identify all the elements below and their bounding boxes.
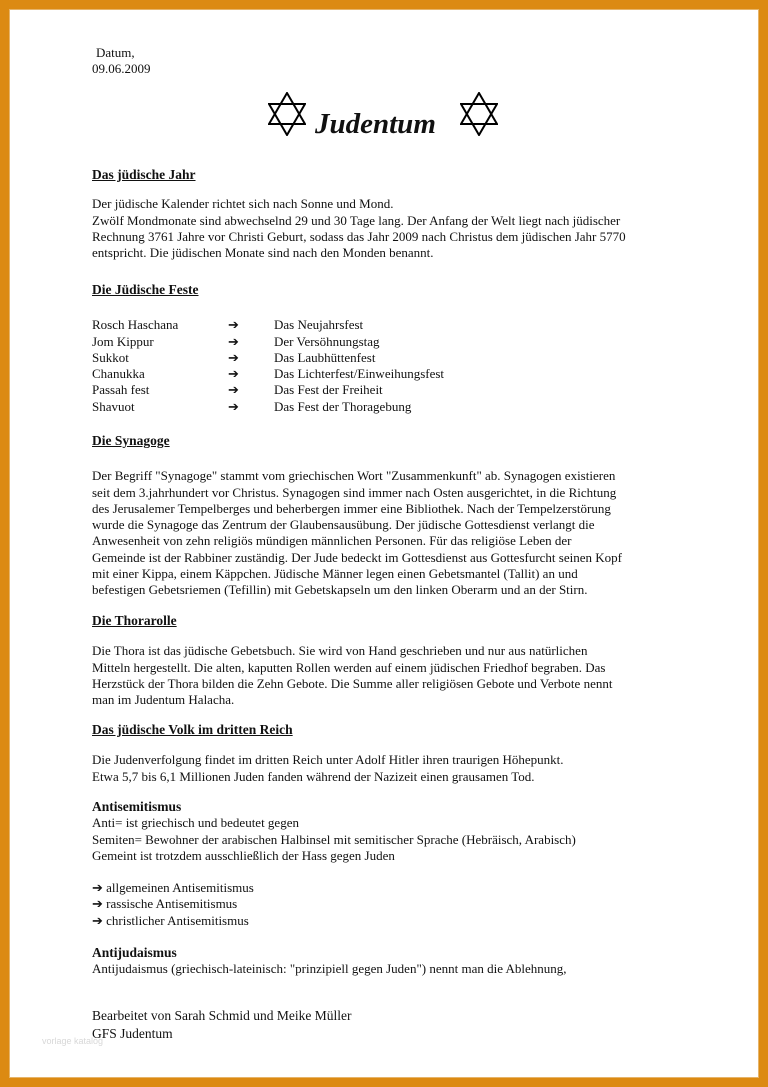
paragraph-line: Die Judenverfolgung findet im dritten Reich unter Adolf Hitler ihren traurigen Höhepunkt.: [92, 752, 564, 768]
paragraph-line: entspricht. Die jüdischen Monate sind nach den Monden benannt.: [92, 245, 434, 261]
fest-row: [92, 366, 692, 382]
bullet-text: rassische Antisemitismus: [106, 896, 238, 912]
fest-name: Shavuot: [92, 398, 135, 414]
paragraph-line: seit dem 3.jahrhundert vor Christus. Synagogen sind immer nach Osten ausgerichtet, in die Richtung: [92, 484, 617, 500]
paragraph-line: Der jüdische Kalender richtet sich nach Sonne und Mond.: [92, 196, 394, 212]
watermark: vorlage katalog: [42, 1036, 104, 1046]
fest-name: Chanukka: [92, 366, 145, 382]
section-heading: Die Thorarolle: [92, 613, 177, 628]
paragraph-line: Semiten= Bewohner der arabischen Halbinsel mit semitischer Sprache (Hebräisch, Arabisch): [92, 831, 576, 847]
fest-meaning: Das Laubhüttenfest: [274, 349, 376, 365]
section-heading: Antijudaismus: [92, 945, 177, 960]
paragraph-line: Mitteln hergestellt. Die alten, kaputten Rollen werden auf einem jüdischen Friedhof begraben. Das: [92, 659, 606, 675]
star-of-david-icon: [460, 92, 498, 136]
arrow-right-icon: ➔: [228, 349, 239, 365]
arrow-right-icon: ➔: [228, 382, 239, 398]
bullet-text: christlicher Antisemitismus: [106, 912, 249, 928]
fest-name: Jom Kippur: [92, 333, 154, 349]
fest-row: [92, 399, 692, 415]
paragraph-line: des Jerusalemer Tempelberges und beherbergen immer eine Bibliothek. Nach der Tempelzerstörung: [92, 500, 611, 516]
paragraph-line: Zwölf Mondmonate sind abwechselnd 29 und 30 Tage lang. Der Anfang der Welt liegt nach jüdischer: [92, 212, 621, 228]
paragraph-line: man im Judentum Halacha.: [92, 692, 235, 708]
fest-row: [92, 334, 692, 350]
fest-row: [92, 350, 692, 366]
bullet-item: [92, 896, 692, 912]
arrow-right-icon: ➔: [92, 880, 103, 896]
bullet-text: allgemeinen Antisemitismus: [106, 880, 254, 896]
fest-meaning: Der Versöhnungstag: [274, 333, 380, 349]
arrow-right-icon: ➔: [92, 896, 103, 912]
arrow-right-icon: ➔: [92, 912, 103, 928]
section-jahr: [92, 167, 692, 261]
fest-meaning: Das Fest der Thoragebung: [274, 398, 412, 414]
section-heading: Die Synagoge: [92, 433, 170, 448]
paragraph-line: mit einer Kippa, einem Käppchen. Jüdische Männer legen einen Gebetsmantel (Tallit) an und: [92, 566, 578, 582]
paragraph-line: Die Thora ist das jüdische Gebetsbuch. Sie wird von Hand geschrieben und nur aus natürlichen: [92, 643, 588, 659]
paragraph-line: Anwesenheit von zehn religiös mündigen männlichen Personen. Für das religiöse Leben der: [92, 533, 572, 549]
arrow-right-icon: ➔: [228, 317, 239, 333]
fest-meaning: Das Lichterfest/Einweihungsfest: [274, 366, 445, 382]
section-antijudaismus: [92, 945, 692, 978]
arrow-right-icon: ➔: [228, 333, 239, 349]
arrow-right-icon: ➔: [228, 398, 239, 414]
date-block: [92, 45, 692, 78]
footer-course: GFS Judentum: [92, 1026, 173, 1041]
section-heading: Das jüdische Volk im dritten Reich: [92, 722, 293, 737]
date-value: 09.06.2009: [92, 61, 151, 77]
footer: [92, 1007, 692, 1043]
fest-name: Sukkot: [92, 349, 129, 365]
section-heading: Die Jüdische Feste: [92, 282, 199, 297]
datum-label: Datum,: [96, 45, 135, 60]
star-of-david-icon: [268, 92, 306, 136]
bullet-item: [92, 913, 692, 929]
document-title: Judentum: [315, 108, 436, 140]
fest-name: Rosch Haschana: [92, 317, 179, 333]
section-heading: Das jüdische Jahr: [92, 167, 196, 182]
paragraph-line: befestigen Gebetsriemen (Tefillin) mit Gebetskapseln um den linken Oberarm und an der Stirn.: [92, 582, 588, 598]
paragraph-line: Anti= ist griechisch und bedeutet gegen: [92, 815, 299, 831]
fest-meaning: Das Neujahrsfest: [274, 317, 364, 333]
footer-authors: Bearbeitet von Sarah Schmid und Meike Müller: [92, 1008, 352, 1023]
section-synagoge: [92, 433, 692, 599]
paragraph-line: Rechnung 3761 Jahre vor Christi Geburt, sodass das Jahr 2009 nach Christus dem jüdischen Jahr 5770: [92, 228, 626, 244]
section-feste: [92, 282, 692, 415]
section-heading: Antisemitismus: [92, 799, 182, 814]
bullet-item: [92, 880, 692, 896]
arrow-right-icon: ➔: [228, 366, 239, 382]
fest-name: Passah fest: [92, 382, 150, 398]
paragraph-line: Antijudaismus (griechisch-lateinisch: "prinzipiell gegen Juden") nennt man die Ablehnung,: [92, 961, 567, 977]
title-row: [268, 92, 508, 142]
paragraph-line: Der Begriff "Synagoge" stammt vom griechischen Wort "Zusammenkunft" ab. Synagogen existieren: [92, 468, 616, 484]
paragraph-line: Herzstück der Thora bilden die Zehn Gebote. Die Summe aller religiösen Gebote und Verbote nennt: [92, 675, 613, 691]
paragraph-line: wurde die Synagoge das Zentrum der Glaubensausübung. Der jüdische Gottesdienst verlangt die: [92, 517, 595, 533]
fest-row: [92, 317, 692, 333]
section-volk: [92, 722, 692, 785]
paragraph-line: Gemeinde ist der Rabbiner zuständig. Der Jude bedeckt im Gottesdienst aus Gottesfurcht seinen Kopf: [92, 549, 622, 565]
fest-row: [92, 382, 692, 398]
fest-meaning: Das Fest der Freiheit: [274, 382, 383, 398]
section-thorarolle: [92, 613, 692, 708]
paragraph-line: Etwa 5,7 bis 6,1 Millionen Juden fanden während der Nazizeit einen grausamen Tod.: [92, 768, 535, 784]
section-antisemitismus: [92, 799, 692, 929]
paragraph-line: Gemeint ist trotzdem ausschließlich der Hass gegen Juden: [92, 847, 395, 863]
